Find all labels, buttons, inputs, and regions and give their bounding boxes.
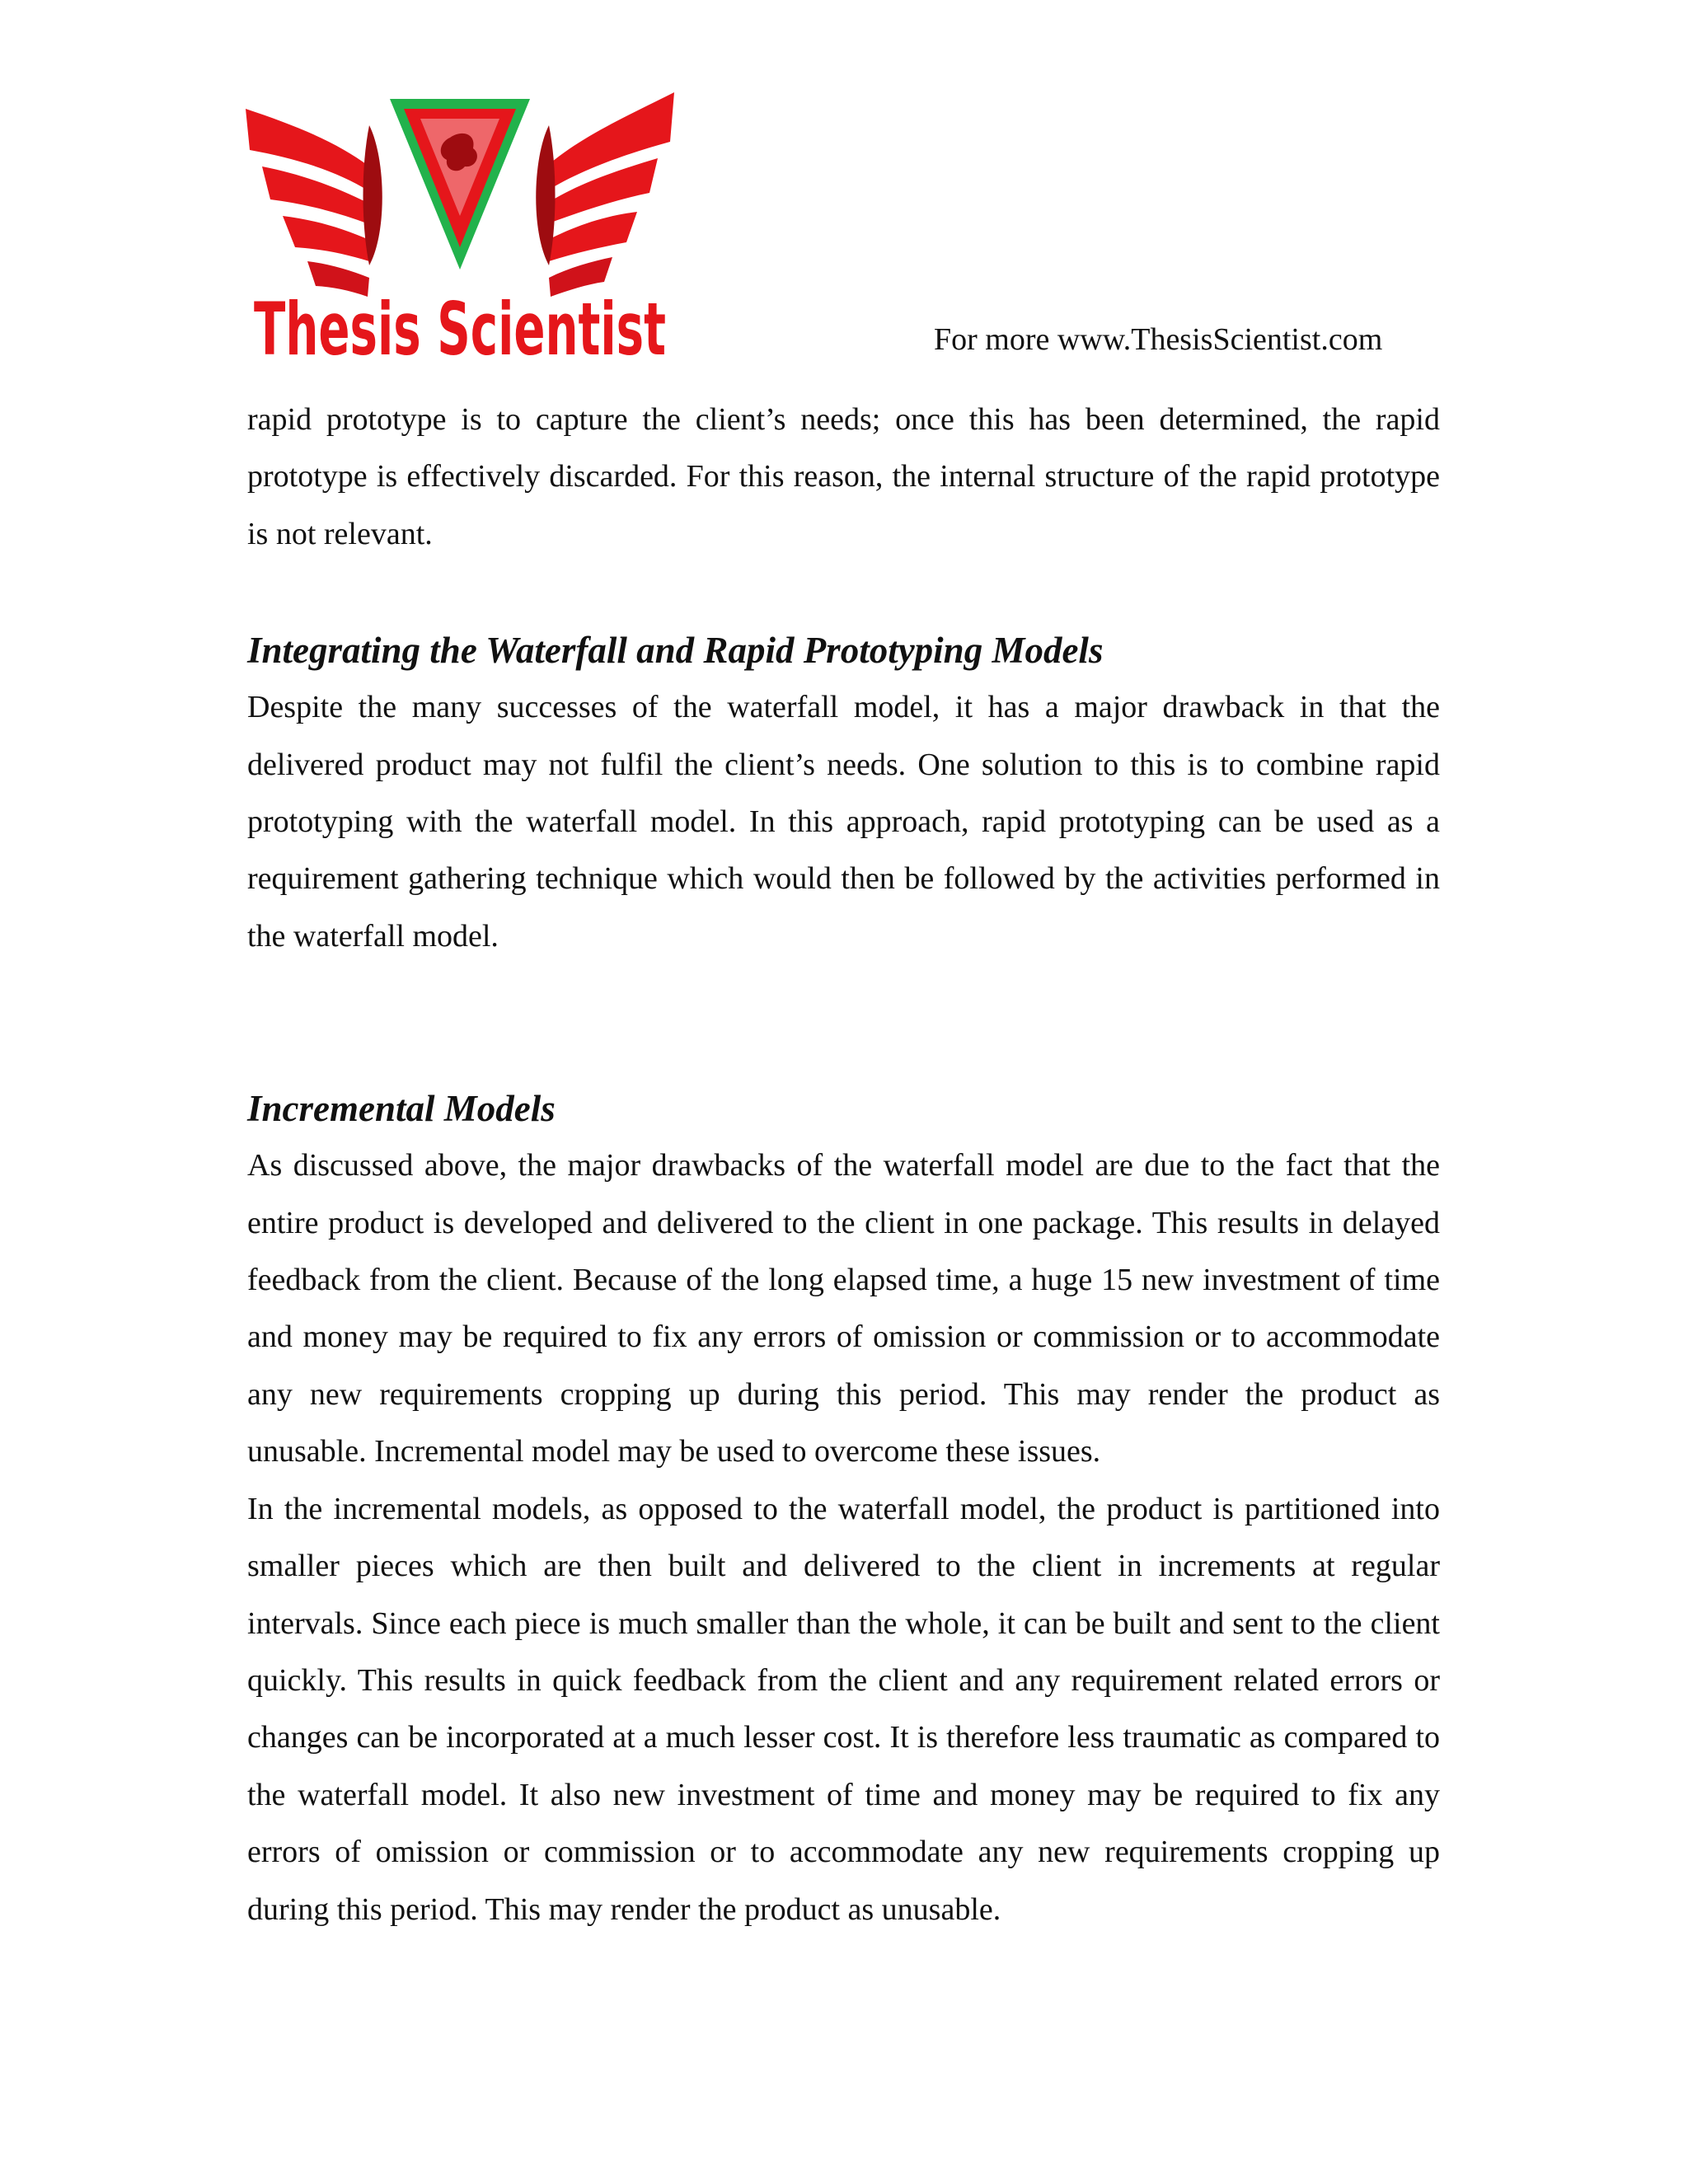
logo-text: Thesis Scientist bbox=[254, 287, 666, 372]
for-more-website-link[interactable]: For more www.ThesisScientist.com bbox=[934, 322, 1383, 357]
section-heading-integrating-models: Integrating the Waterfall and Rapid Prototyping Models bbox=[247, 630, 1104, 672]
section-paragraph: As discussed above, the major drawbacks of the waterfall model are due to the fact that the entire product is developed and delivered to the client in one package. This results in delayed feedback from the client. Because of the long elapsed time, a huge 15 new investment of time and money may be required to fix any errors of omission or commission or to accommodate any new requirements cropping up during this period. This may render the product as unusable. Incremental model may be used to overcome these issues. bbox=[247, 1148, 1440, 1469]
section-spacer bbox=[247, 563, 1440, 622]
intro-paragraph: rapid prototype is to capture the client’s needs; once this has been determined, the rapid prototype is effectively discarded. For this reason, the internal structure of the rapid prototype is not relevant. bbox=[247, 402, 1440, 551]
left-wing-icon bbox=[246, 109, 382, 297]
section-spacer bbox=[247, 965, 1440, 1080]
logo-graphic bbox=[246, 92, 674, 373]
section-paragraph: Despite the many successes of the waterfall model, it has a major drawback in that the delivered product may not fulfil the client’s needs. One solution to this is to combine rapid prototyping with the waterfall model. In this approach, rapid prototyping can be used as a requirement gathering technique which would then be followed by the activities performed in the waterfall model. bbox=[247, 690, 1440, 954]
section-heading-incremental-models: Incremental Models bbox=[247, 1088, 556, 1130]
triangle-emblem-icon bbox=[390, 99, 530, 269]
right-wing-icon bbox=[536, 92, 674, 297]
section-paragraph: In the incremental models, as opposed to the waterfall model, the product is partitioned into smaller pieces which are then built and delivered to the client in increments at regular intervals. Since each piece is much smaller than the whole, it can be built and sent to the client quickly. This results in quick feedback from the client and any requirement related errors or changes can be incorporated at a much lesser cost. It is therefore less traumatic as compared to the waterfall model. It also new investment of time and money may be required to fix any errors of omission or commission or to accommodate any new requirements cropping up during this period. This may render the product as unusable. bbox=[247, 1491, 1440, 1927]
thesis-scientist-logo bbox=[246, 92, 674, 373]
document-body bbox=[247, 391, 1440, 1938]
